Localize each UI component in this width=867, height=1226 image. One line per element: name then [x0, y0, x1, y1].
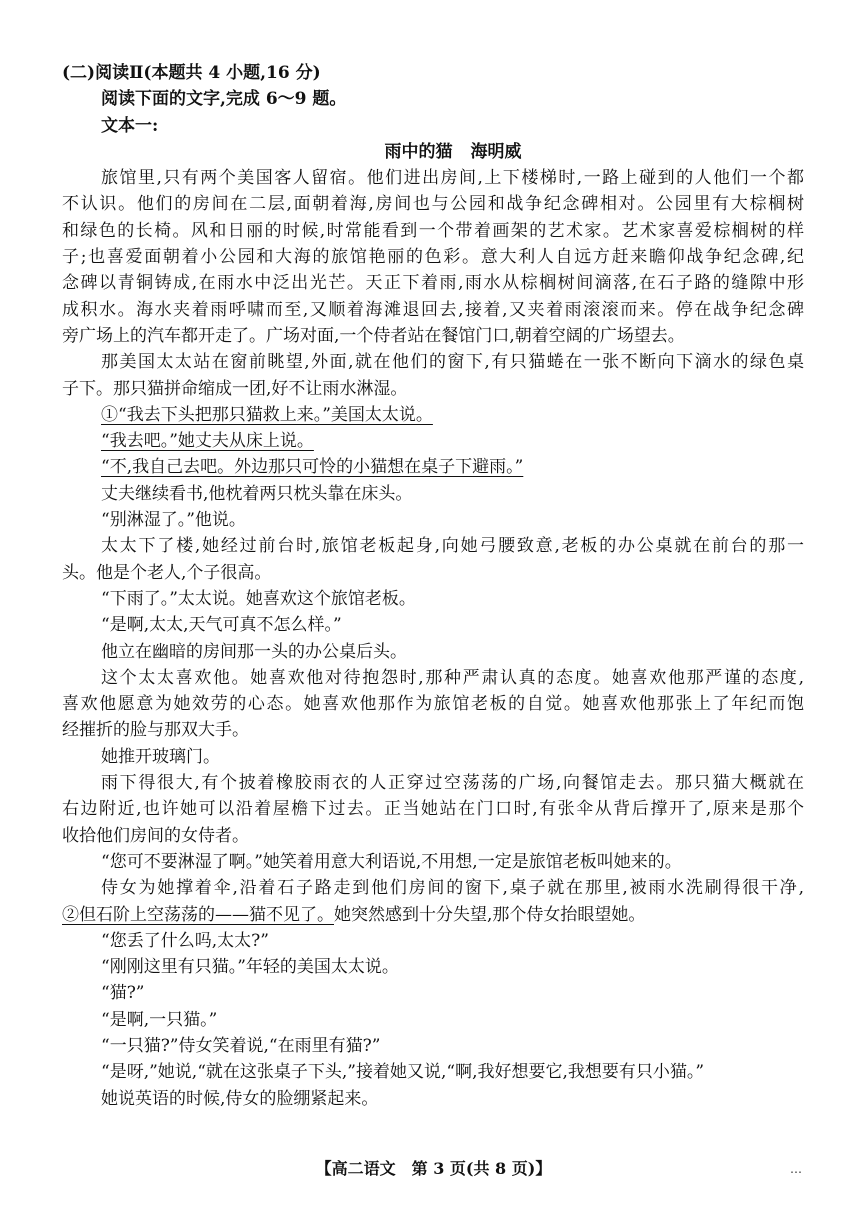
paragraph-line: 她推开玻璃门。 [101, 746, 220, 767]
story-title-line [62, 139, 804, 165]
underlined-sentence-2-line [62, 902, 804, 928]
story-title: 雨中的猫 [384, 141, 453, 162]
paragraph-line: 子;也喜爱面朝着小公园和大海的旅馆艳丽的色彩。意大利人自远方赶来瞻仰战争纪念碑,纪 [62, 247, 804, 268]
paragraph-line: “刚刚这里有只猫。”年轻的美国太太说。 [101, 957, 399, 978]
paragraph-line: 旅馆里,只有两个美国客人留宿。他们进出房间,上下楼梯时,一路上碰到的人他们一个都 [101, 168, 804, 189]
paragraph-line: 头。他是个老人,个子很高。 [62, 562, 272, 583]
paragraph-text: 她突然感到十分失望,那个侍女抬眼望她。 [334, 904, 646, 925]
paragraph-line: “别淋湿了。”他说。 [101, 510, 246, 531]
underlined-text: “不,我自己去吧。外边那只可怜的小猫想在桌子下避雨。” [101, 457, 524, 478]
paragraph-line: 太太下了楼,她经过前台时,旅馆老板起身,向她弓腰致意,老板的办公桌就在前台的那一 [101, 536, 804, 557]
page-content [62, 60, 804, 1112]
paragraph-line: “您丢了什么吗,太太?” [101, 930, 269, 951]
underlined-text: ①“我去下头把那只猫救上来。”美国太太说。 [101, 404, 433, 425]
paragraph-line: 不认识。他们的房间在二层,面朝着海,房间也与公园和战争纪念碑相对。公园里有大棕榈树 [62, 194, 804, 215]
underlined-sentence-1 [62, 402, 804, 428]
paragraph-line: 丈夫继续看书,他枕着两只枕头靠在床头。 [101, 483, 413, 504]
paragraph-line: 那美国太太站在窗前眺望,外面,就在他们的窗下,有只猫蜷在一张不断向下滴水的绿色桌 [101, 352, 804, 373]
paragraph-line: 子下。那只猫拼命缩成一团,好不让雨水淋湿。 [62, 378, 408, 399]
text-label: 文本一: [101, 115, 159, 136]
paragraph-line: 旁广场上的汽车都开走了。广场对面,一个侍者站在餐馆门口,朝着空阔的广场望去。 [62, 325, 685, 346]
paragraph-line: 右边附近,也许她可以沿着屋檐下过去。正当她站在门口时,有张伞从背后撑开了,原来是那个 [62, 799, 804, 820]
paragraph-line: “是啊,太太,天气可真不怎么样。” [101, 615, 342, 636]
paragraph-line: 经摧折的脸与那双大手。 [62, 720, 249, 741]
paragraph-line: “猫?” [101, 983, 145, 1004]
paragraph-line: 喜欢他愿意为她效劳的心态。她喜欢他那作为旅馆老板的自觉。她喜欢他那张上了年纪而饱 [62, 694, 804, 715]
paragraph-line: “下雨了。”太太说。她喜欢这个旅馆老板。 [101, 588, 416, 609]
paragraph-line: 念碑以青铜铸成,在雨水中泛出光芒。天正下着雨,雨水从棕榈树间滴落,在石子路的缝隙中形 [62, 273, 804, 294]
underlined-line [62, 428, 804, 454]
paragraph-line: “一只猫?”侍女笑着说,“在雨里有猫?” [101, 1035, 381, 1056]
underlined-text: ②但石阶上空荡荡的——猫不见了。 [62, 904, 334, 925]
instruction: 阅读下面的文字,完成 6～9 题。 [101, 89, 347, 110]
paragraph-line: 和绿色的长椅。风和日丽的时候,时常能看到一个带着画架的艺术家。艺术家喜爱棕榈树的样 [62, 220, 804, 241]
story-author: 海明威 [470, 141, 522, 162]
paragraph-line: 他立在幽暗的房间那一头的办公桌后头。 [101, 641, 407, 662]
paragraph-line: 侍女为她撑着伞,沿着石子路走到他们房间的窗下,桌子就在那里,被雨水洗刷得很干净, [101, 878, 804, 899]
paragraph-line: 雨下得很大,有个披着橡胶雨衣的人正穿过空荡荡的广场,向餐馆走去。那只猫大概就在 [101, 773, 804, 794]
paragraph-line: “是啊,一只猫。” [101, 1009, 218, 1030]
paragraph-line: 她说英语的时候,侍女的脸绷紧起来。 [101, 1088, 379, 1109]
underlined-text: “我去吧。”她丈夫从床上说。 [101, 431, 314, 452]
paragraph-line: 收拾他们房间的女侍者。 [62, 825, 249, 846]
page-footer: 【高二语文 第 3 页(共 8 页)】 [315, 1159, 552, 1178]
section-heading: (二)阅读Ⅱ(本题共 4 小题,16 分) [62, 63, 321, 83]
underlined-line [62, 454, 804, 480]
paragraph-line: 成积水。海水夹着雨呼啸而至,又顺着海滩退回去,接着,又夹着雨滚滚而来。停在战争纪念碑 [62, 299, 804, 320]
paragraph-line: 这个太太喜欢他。她喜欢他对待抱怨时,那种严肃认真的态度。她喜欢他那严谨的态度, [101, 667, 804, 688]
corner-mark: … [790, 1162, 802, 1176]
paragraph-line: “您可不要淋湿了啊。”她笑着用意大利语说,不用想,一定是旅馆老板叫她来的。 [101, 851, 682, 872]
paragraph-line: “是呀,”她说,“就在这张桌子下头,”接着她又说,“啊,我好想要它,我想要有只小猫。” [101, 1062, 705, 1083]
